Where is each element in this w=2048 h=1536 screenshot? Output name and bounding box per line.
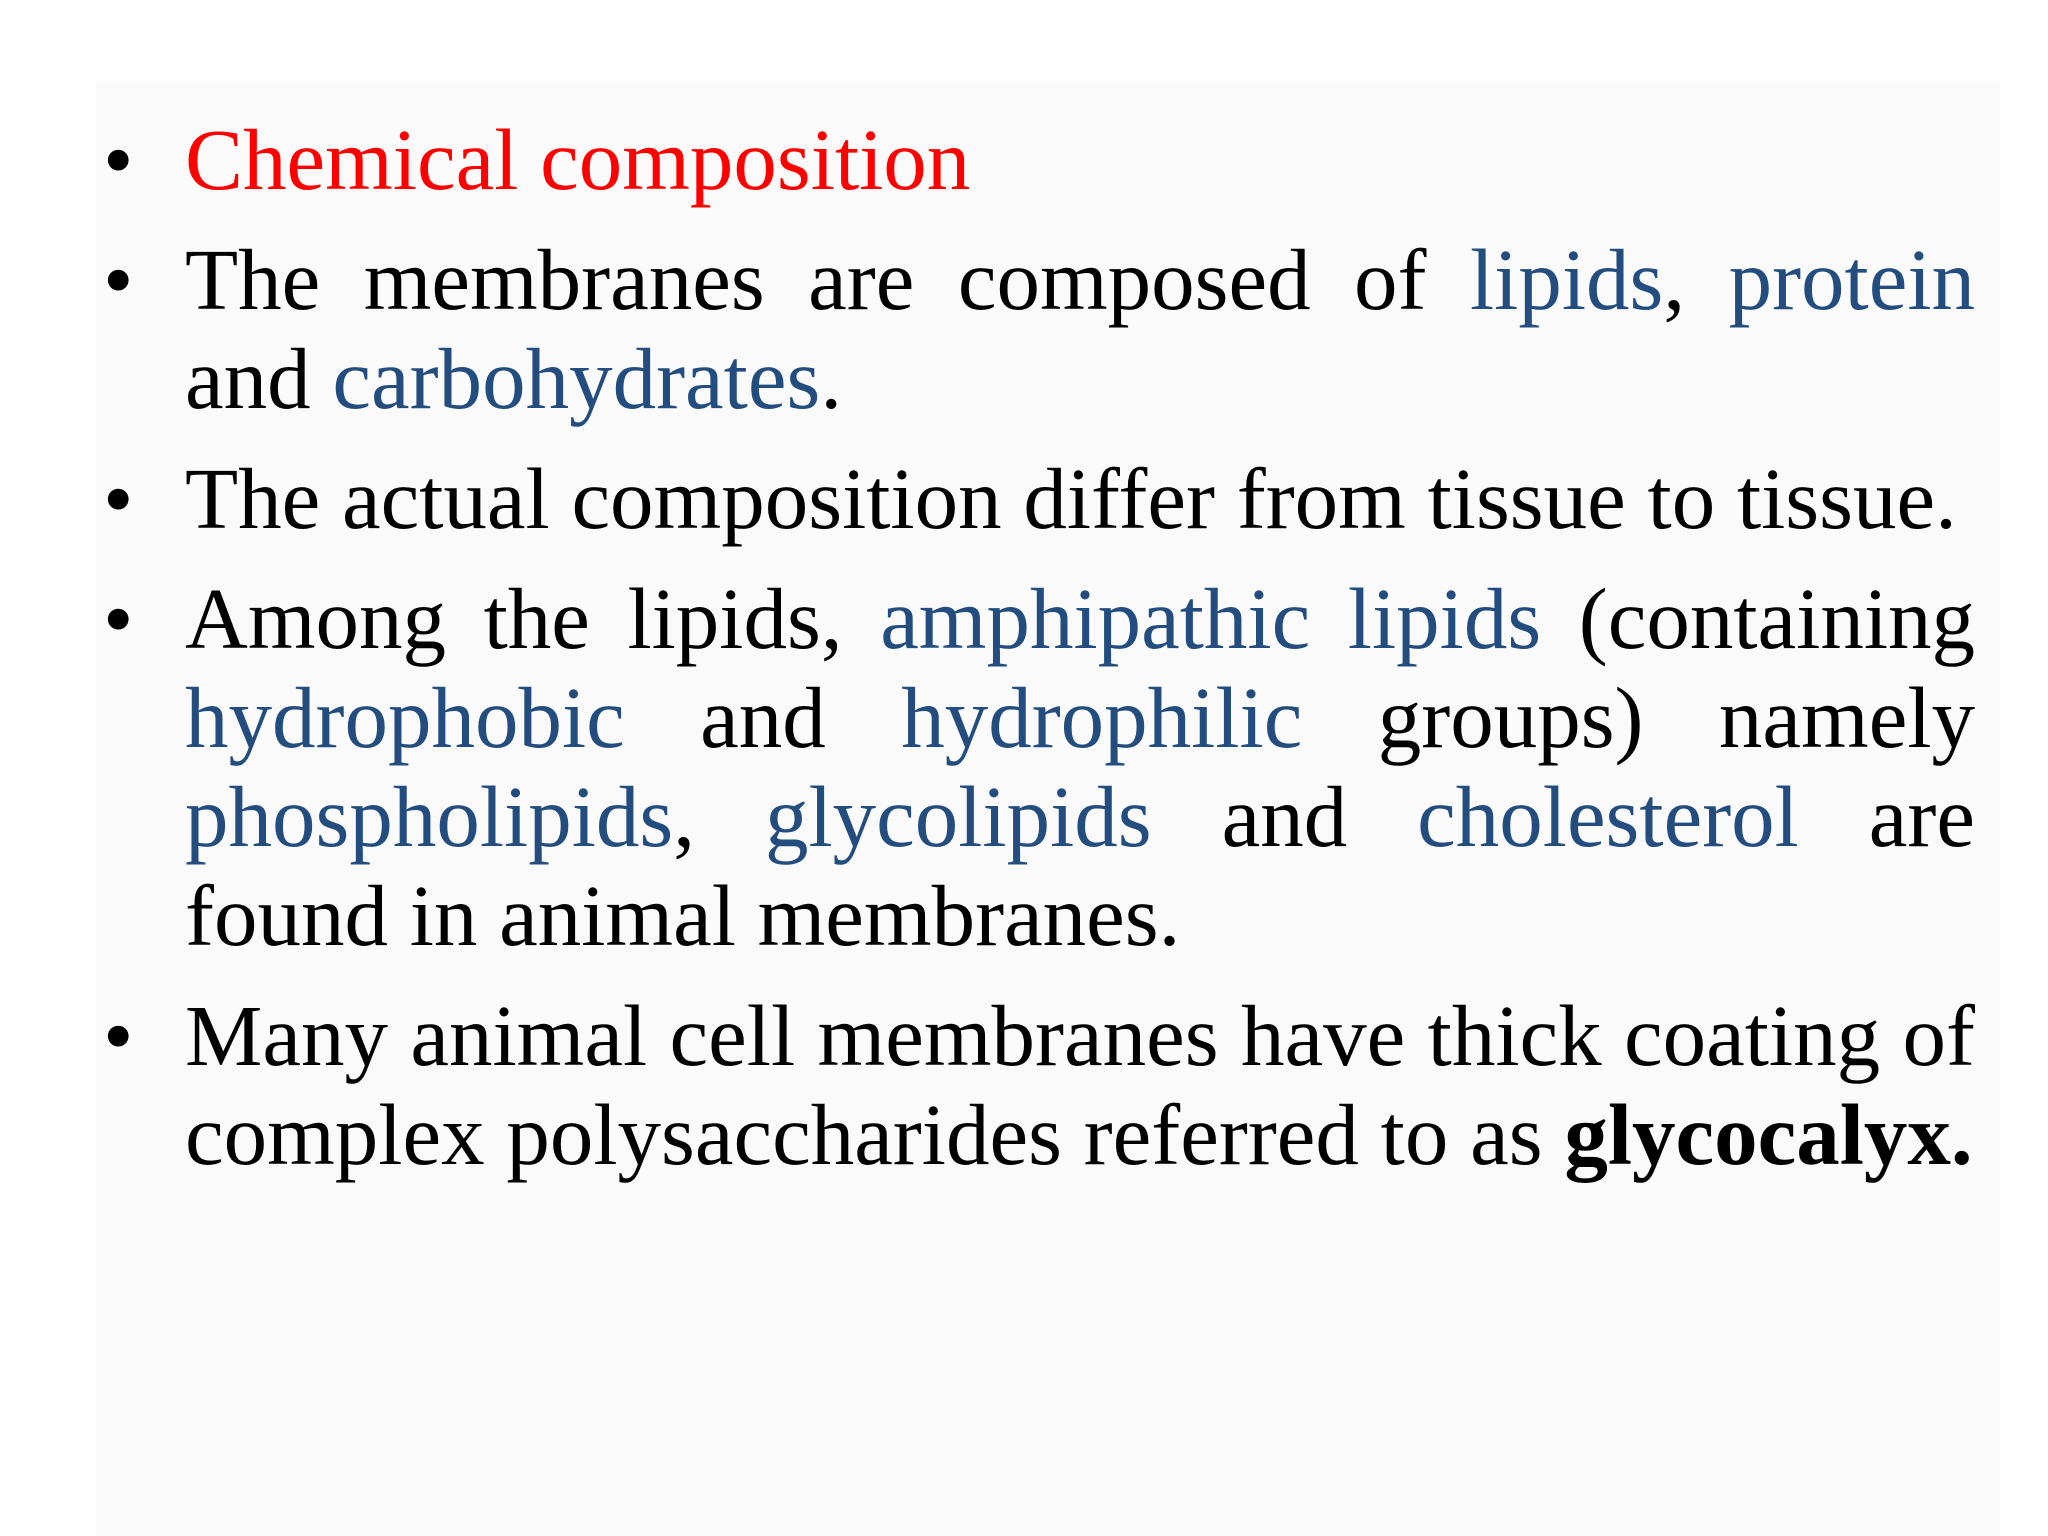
- body-text: and: [624, 669, 902, 766]
- bullet-item-composition-differs: [103, 449, 1975, 548]
- body-text: groups) namely: [1302, 669, 1975, 766]
- highlight-term-hydrophilic: hydrophilic: [901, 669, 1303, 766]
- highlight-term-carbohydrates: carbohydrates: [332, 330, 821, 427]
- bullet-dot: •: [103, 450, 134, 547]
- bullet-list: [103, 110, 1975, 1205]
- body-text: ,: [673, 768, 765, 865]
- body-text: ,: [1663, 231, 1729, 328]
- body-text: and: [1151, 768, 1418, 865]
- body-text: and: [185, 330, 333, 427]
- bullet-dot: •: [103, 231, 134, 328]
- highlight-term-phospholipids: phospholipids: [185, 768, 674, 865]
- bullet-item-membrane-components: [103, 230, 1975, 428]
- bullet-item-amphipathic-lipids: [103, 569, 1975, 965]
- section-heading: Chemical composition: [185, 111, 971, 208]
- highlight-term-hydrophobic: hydrophobic: [185, 669, 625, 766]
- bold-term-glycocalyx: glycocalyx.: [1564, 1086, 1973, 1183]
- body-text: Many animal cell membranes have thick coating of complex polysaccharides referred to as: [185, 987, 1975, 1183]
- highlight-term-lipids: lipids: [1469, 231, 1664, 328]
- bullet-dot: •: [103, 111, 134, 208]
- bullet-item-chemical-composition: [103, 110, 1975, 209]
- body-text: The actual composition differ from tissue to tissue.: [185, 450, 1957, 547]
- body-text: .: [820, 330, 843, 427]
- bullet-dot: •: [103, 570, 134, 667]
- highlight-term-cholesterol: cholesterol: [1417, 768, 1799, 865]
- bullet-item-glycocalyx: [103, 986, 1975, 1184]
- highlight-term-protein: protein: [1728, 231, 1975, 328]
- highlight-term-glycolipids: glycolipids: [764, 768, 1152, 865]
- body-text: (containing: [1541, 570, 1975, 667]
- body-text: Among the lipids,: [185, 570, 881, 667]
- body-text: The membranes are composed of: [185, 231, 1470, 328]
- bullet-dot: •: [103, 987, 134, 1084]
- highlight-term-amphipathic-lipids: amphipathic lipids: [880, 570, 1542, 667]
- body-text: are found in animal membranes.: [185, 768, 1976, 964]
